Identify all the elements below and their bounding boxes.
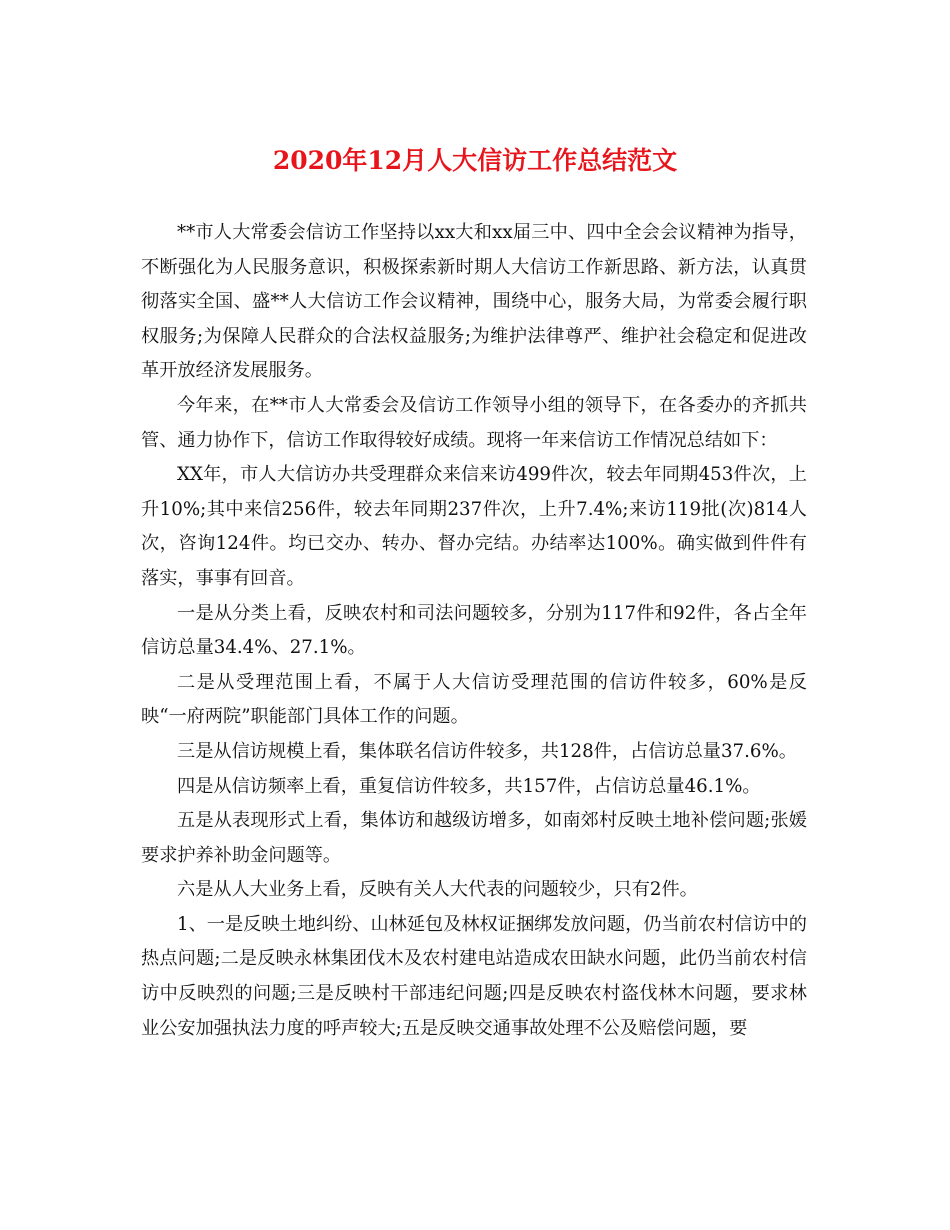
paragraph: XX年，市人大信访办共受理群众来信来访499件次，较去年同期453件次，上升10%;其中来信256件，较去年同期237件次，上升7.4%;来访119批(次)814人次，咨询124件。均已交办、转办、督办完结。办结率达100%。确实做到件件有落实，事事有回音。 [141,464,807,589]
paragraph: 六是从人大业务上看，反映有关人大代表的问题较少，只有2件。 [177,879,698,901]
paragraph: 三是从信访规模上看，集体联名信访件较多，共128件，占信访总量37.6%。 [177,740,797,762]
paragraph: 一是从分类上看，反映农村和司法问题较多，分别为117件和92件，各占全年信访总量34.4%、27.1%。 [141,602,807,659]
document-title: 2020年12月人大信访工作总结范文 [272,146,678,175]
paragraph: 二是从受理范围上看，不属于人大信访受理范围的信访件较多，60%是反映“一府两院”职能部门具体工作的问题。 [141,671,807,728]
paragraph: 四是从信访频率上看，重复信访件较多，共157件，占信访总量46.1%。 [177,775,761,797]
paragraph: 1、一是反映土地纠纷、山林延包及林权证捆绑发放问题，仍当前农村信访中的热点问题;二是反映永林集团伐木及农村建电站造成农田缺水问题，此仍当前农村信访中反映烈的问题;三是反映村干部违纪问题;四是反映农村盗伐林木问题，要求林业公安加强执法力度的呼声较大;五是反映交通事故处理不公及赔偿问题，要 [141,913,807,1039]
paragraph: **市人大常委会信访工作坚持以xx大和xx届三中、四中全会会议精神为指导，不断强化为人民服务意识，积极探索新时期人大信访工作新思路、新方法，认真贯彻落实全国、盛**人大信访工作会议精神，围绕中心，服务大局，为常委会履行职权服务;为保障人民群众的合法权益服务;为维护法律尊严、维护社会稳定和促进改革开放经济发展服务。 [141,222,807,382]
document-body [141,216,807,1046]
paragraph: 今年来，在**市人大常委会及信访工作领导小组的领导下，在各委办的齐抓共管、通力协作下，信访工作取得较好成绩。现将一年来信访工作情况总结如下： [141,394,807,451]
paragraph: 五是从表现形式上看，集体访和越级访增多，如南郊村反映土地补偿问题;张媛要求护养补助金问题等。 [141,810,807,866]
